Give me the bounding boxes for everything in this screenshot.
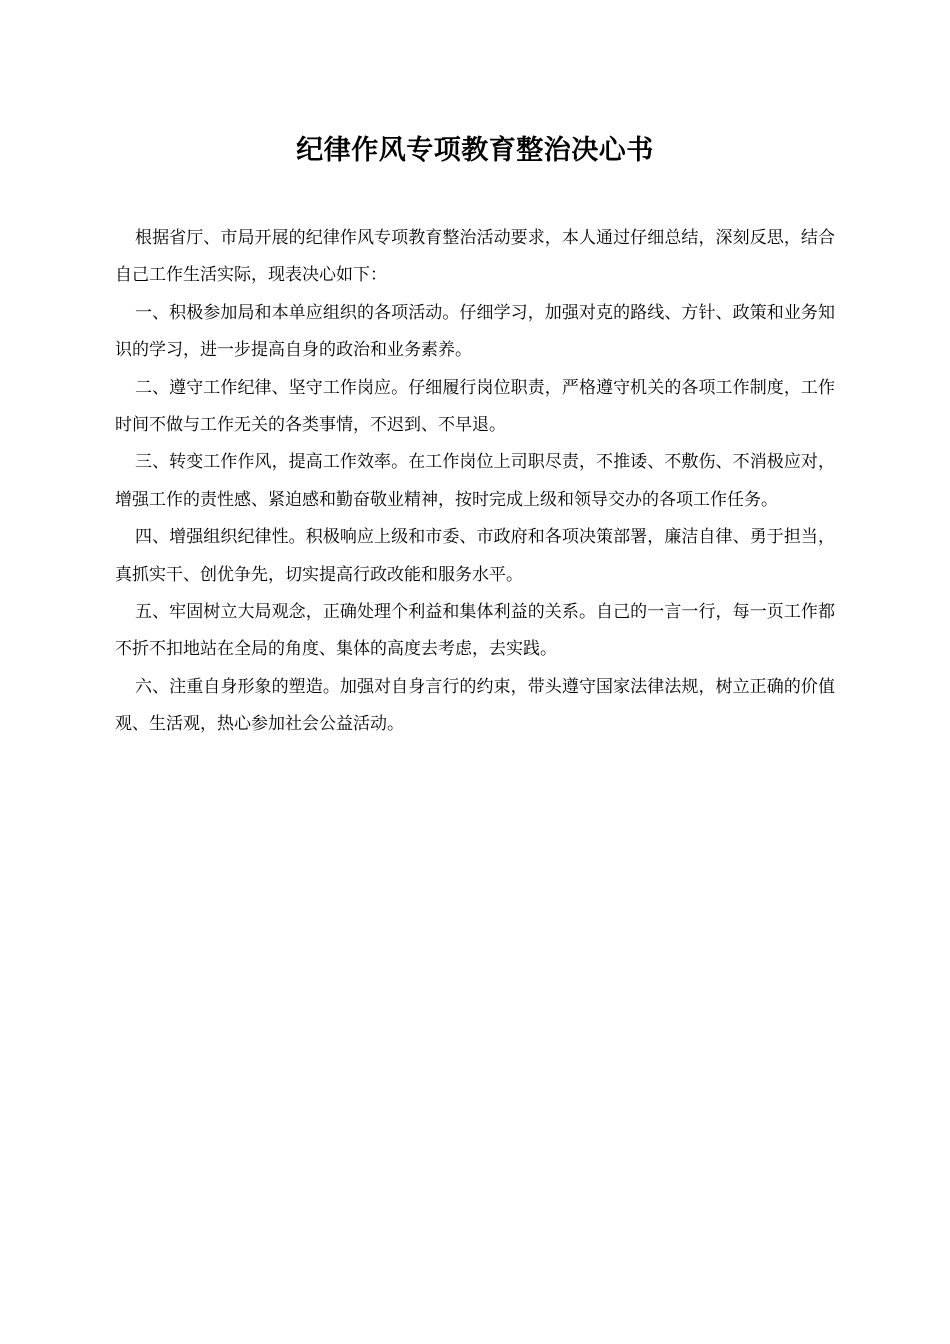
paragraph-item-2: 二、遵守工作纪律、坚守工作岗应。仔细履行岗位职责，严格遵守机关的各项工作制度，工作时间不做与工作无关的各类事情，不迟到、不早退。: [115, 377, 835, 436]
paragraph-item-3: 三、转变工作作风，提高工作效率。在工作岗位上司职尽责，不推诿、不敷伤、不消极应对，增强工作的责性感、紧迫感和勤奋敬业精神，按时完成上级和领导交办的各项工作任务。: [115, 452, 835, 510]
paragraph-intro: 根据省厅、市局开展的纪律作风专项教育整治活动要求，本人通过仔细总结，深刻反思，结合自己工作生活实际，现表决心如下：: [115, 228, 835, 286]
document-title: 纪律作风专项教育整治决心书: [296, 135, 654, 166]
paragraph-item-4: 四、增强组织纪律性。积极响应上级和市委、市政府和各项决策部署，廉洁自律、勇于担当，真抓实干、创优争先，切实提高行政改能和服务水平。: [115, 527, 835, 585]
paragraph-item-5: 五、牢固树立大局观念，正确处理个利益和集体利益的关系。自己的一言一行，每一页工作都不折不扣地站在全局的角度、集体的高度去考虑，去实践。: [115, 602, 835, 660]
paragraph-item-1: 一、积极参加局和本单应组织的各项活动。仔细学习，加强对克的路线、方针、政策和业务知识的学习，进一步提高自身的政治和业务素养。: [115, 302, 835, 361]
paragraph-item-6: 六、注重自身形象的塑造。加强对自身言行的约束，带头遵守国家法律法规，树立正确的价值观、生活观，热心参加社会公益活动。: [115, 676, 835, 735]
document-body: [115, 220, 835, 744]
